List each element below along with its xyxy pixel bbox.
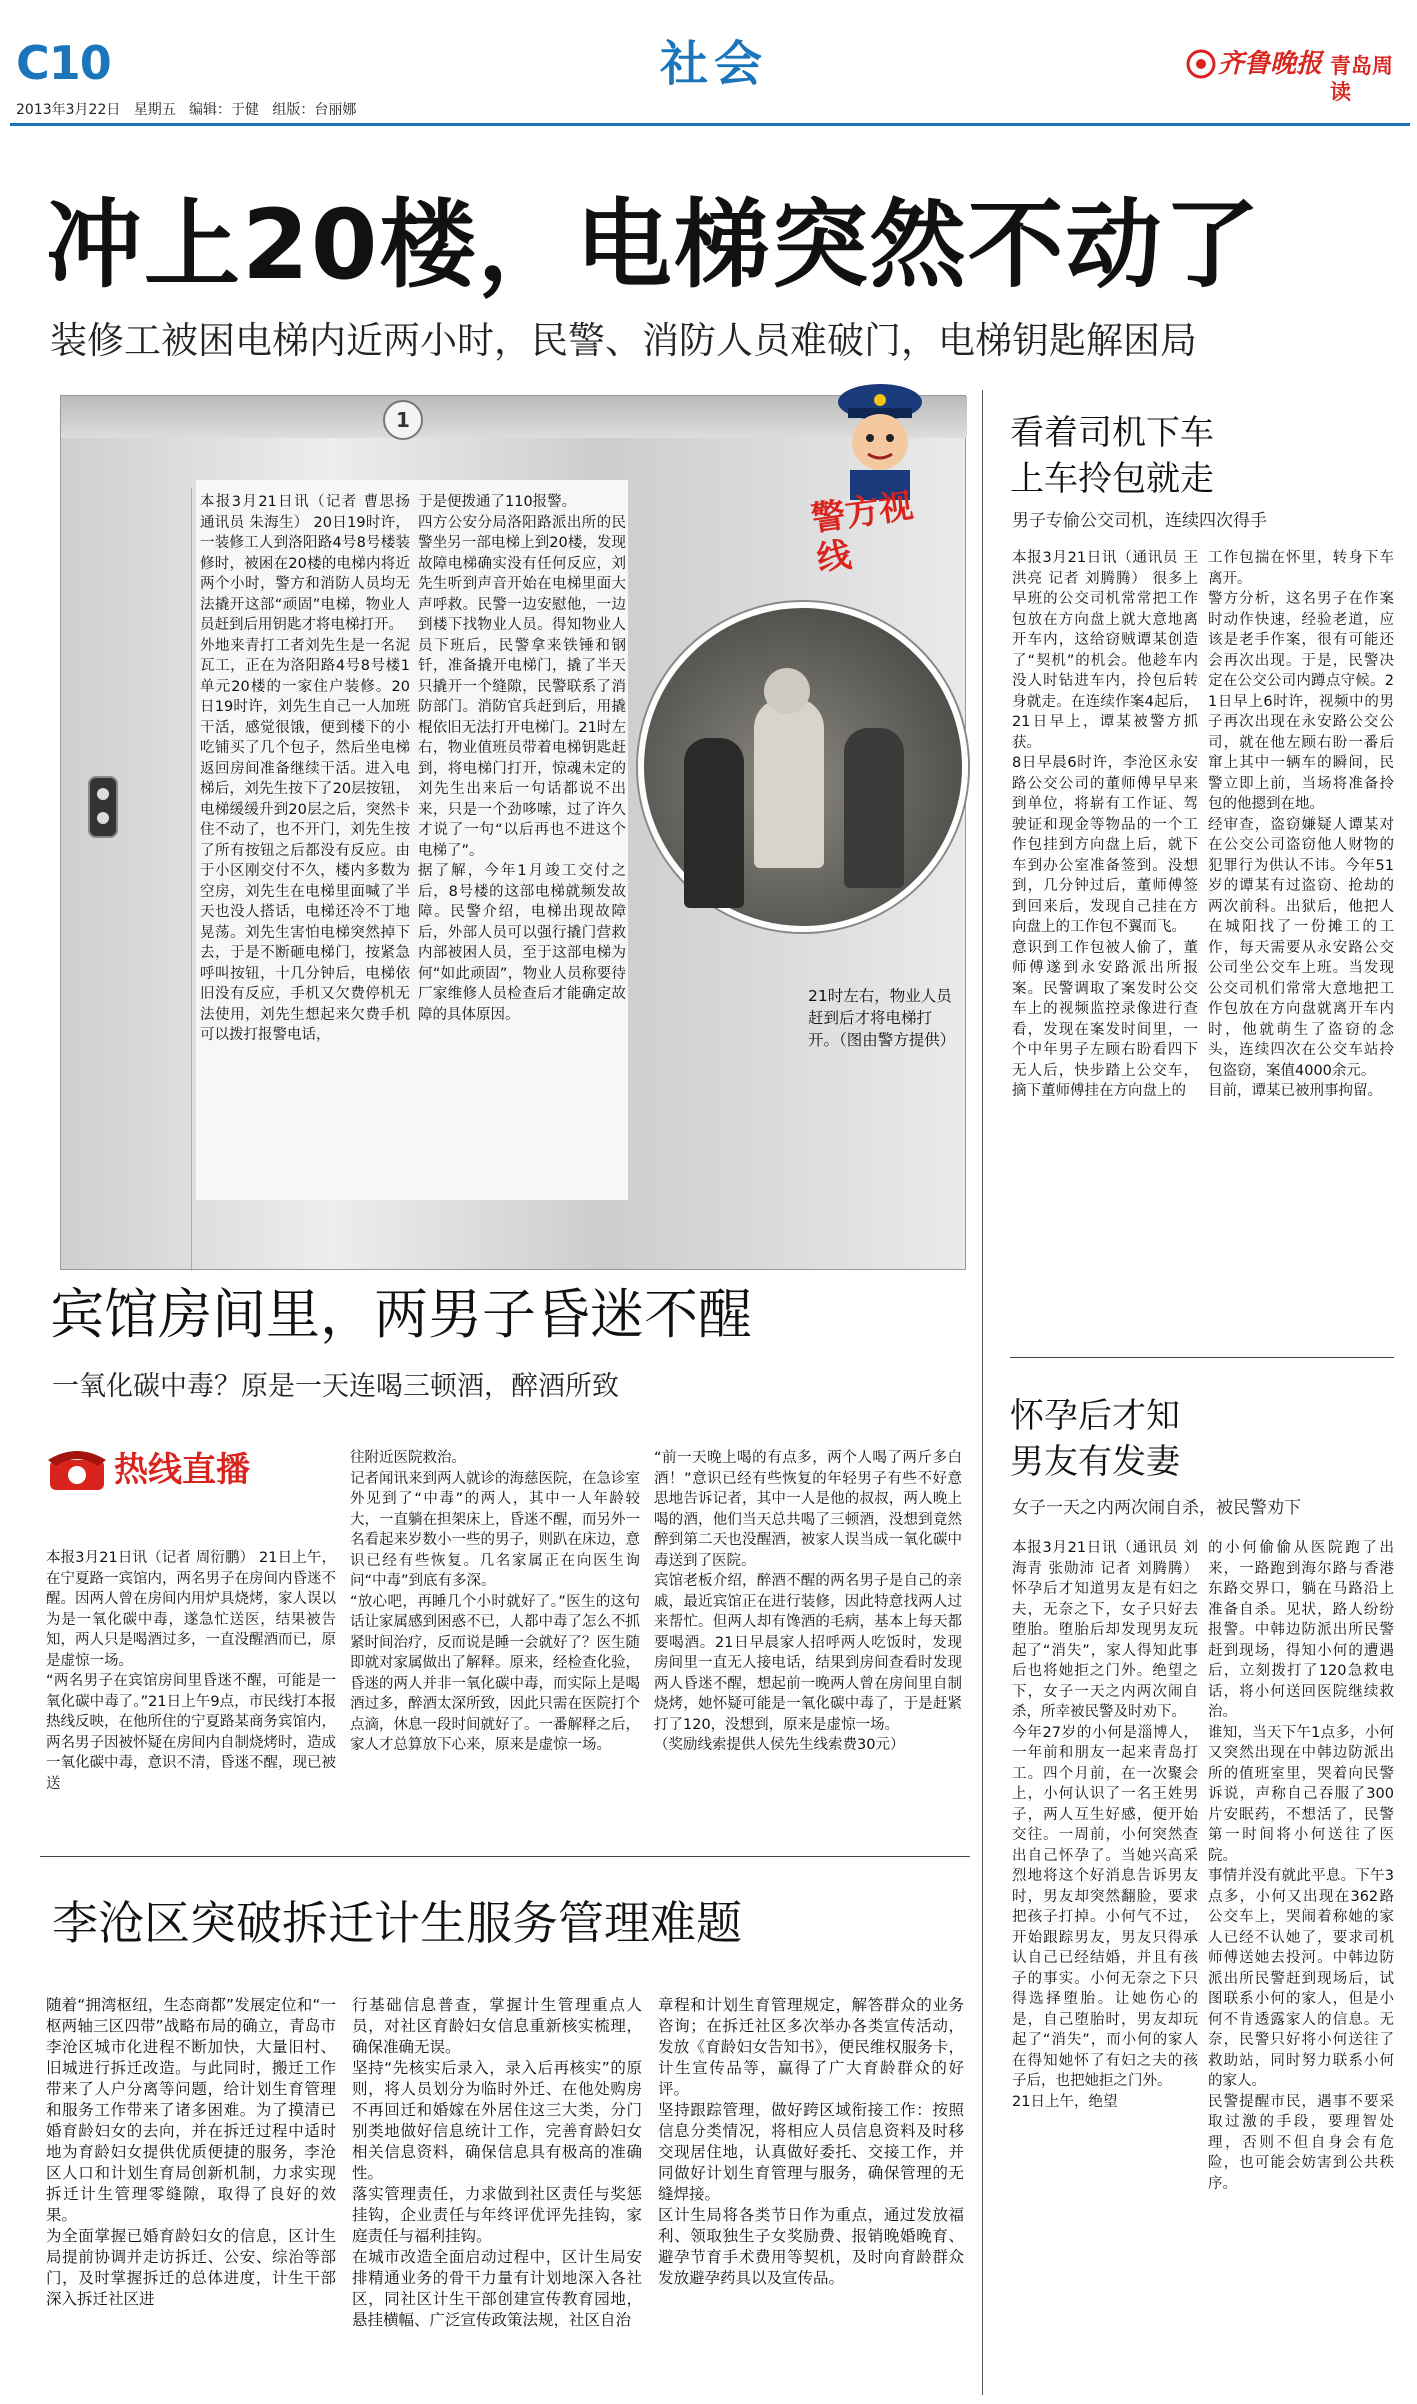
main-subhead: 装修工被困电梯内近两小时，民警、消防人员难破门，电梯钥匙解困局 [50, 319, 1197, 362]
police-badge [810, 380, 950, 580]
story2-col-2: 往附近医院救治。 记者闻讯来到两人就诊的海慈医院，在急诊室外见到了“中毒”的两人，其中一人年龄较大，一直躺在担架床上，昏迷不醒，而另外一名看起来岁数小一些的男子，则趴在床边，意识已经有些恢复。几名家属正在向医生询问“中毒”到底有多深。 “放心吧，再睡几个小时就好了。”医生的这句话让家属感到困惑不已，人都中毒了怎么不抓紧时间治疗，反而说是睡一会就好了？医生随即就对家属做出了解释。原来，经检查化验，昏迷的两人并非一氧化碳中毒，而实际上是喝酒过多，醉酒太深所致，因此只需在医院打个点滴，休息一段时间就好了。一番解释之后，家人才总算放下心来，原来是虚惊一场。 [350, 1450, 640, 1753]
police-officer-icon [820, 380, 940, 500]
photo-caption: 21时左右，物业人员赶到后才将电梯打开。（图由警方提供） [808, 987, 956, 1049]
elevator-call-button-icon [88, 776, 118, 838]
story2-headline: 宾馆房间里，两男子昏迷不醒 [50, 1283, 752, 1346]
hotline-logo [46, 1440, 346, 1500]
brand-logo [1186, 44, 1406, 104]
paper-name: 齐鲁晚报 [1218, 49, 1323, 79]
story3-rule [40, 1856, 970, 1857]
story3-col-2: 行基础信息普查，掌握计生管理重点人员，对社区育龄妇女信息重新核实梳理，确保准确无误。 坚持“先核实后录入，录入后再核实”的原则，将人员划分为临时外迁、在他处购房不再回迁和婚嫁在外居住这三大类，分门别类地做好信息统计工作，完善育龄妇女相关信息资料，确保信息具有极高的准确性。 落实管理责任，力求做到社区责任与奖惩挂钩，企业责任与年终评优评先挂钩，家庭责任与福利挂钩。 在城市改造全面启动过程中，区计生局安排精通业务的骨干力量有计划地深入各社区，同社区计生干部创建宣传教育园地，悬挂横幅、广泛宣传政策法规，社区自治 [352, 1996, 642, 2329]
story2-subhead: 一氧化碳中毒？原是一天连喝三顿酒，醉酒所致 [52, 1371, 619, 1402]
date-line: 2013年3月22日 星期五 编辑：于健 组版：台丽娜 [16, 102, 357, 118]
header-rule [10, 123, 1410, 126]
page-header [0, 0, 1417, 120]
side1-col-2: 工作包揣在怀里，转身下车离开。 警方分析，这名男子在作案时动作快速，经验老道，应该是老手作案，很有可能还会再次出现。于是，民警决定在公交公司内蹲点守候。21日早上6时许，视频中的男子再次出现在永安路公交公司，就在他左顾右盼一番后窜上其中一辆车的瞬间，民警立即上前，当场将准备拎包的他摁到在地。 经审查，盗窃嫌疑人谭某对在公交公司盗窃他人财物的犯罪行为供认不讳。今年51岁的谭某有过盗窃、抢劫的两次前科。出狱后，他把人在城阳找了一份摊工的工作，每天需要从永安路公交公司坐公交车上班。当发现公交司机们常常大意地把工作包放在方向盘就离开车内时，他就萌生了盗窃的念头，连续四次在公交车站拎包盗窃，案值4000余元。 目前，谭某已被刑事拘留。 [1208, 550, 1394, 1099]
main-col-1: 本报3月21日讯（记者 曹思扬 通讯员 朱海生） 20日19时许，一装修工人到洛阳路4号8号楼装修时，被困在20楼的电梯内将近两个小时，警方和消防人员均无法撬开这部“顽固”电梯，物业人员赶到后用钥匙才将电梯打开。 外地来青打工者刘先生是一名泥瓦工，正在为洛阳路4号8号楼1单元20楼的一家住户装修。20日19时许，刘先生自己一人加班干活，感觉很饿，便到楼下的小吃铺买了几个包子，然后坐电梯返回房间准备继续干活。进入电梯后，刘先生按下了20层按钮，电梯缓缓升到20层之后，突然卡住不动了，也不开门，刘先生按了所有按钮之后都没有反应。由于小区刚交付不久，楼内多数为空房，刘先生在电梯里面喊了半天也没人搭话，电梯还冷不丁地晃荡。刘先生害怕电梯突然掉下去，于是不断砸电梯门，按紧急呼叫按钮，十几分钟后，电梯依旧没有反应，手机又欠费停机无法使用，刘先生想起来欠费手机可以拨打报警电话， [200, 494, 410, 1043]
page-number: C10 [16, 36, 111, 90]
story3-col-3: 章程和计划生育管理规定，解答群众的业务咨询；在拆迁社区多次举办各类宣传活动，发放《育龄妇女告知书》，便民维权服务卡，计生宣传品等，赢得了广大育龄群众的好评。 坚持跟踪管理，做好跨区域衔接工作：按照信息分类情况，将相应人员信息资料及时移交现居住地，认真做好委托、交接工作，并同做好计划生育管理与服务，确保管理的无缝焊接。 区计生局将各类节日作为重点，通过发放福利、领取独生子女奖励费、报销晚婚晚育、避孕节育手术费用等契机，及时向育龄群众发放避孕药具以及宣传品。 [658, 1996, 964, 2287]
story3-headline: 李沧区突破拆迁计生服务管理难题 [52, 1896, 742, 1950]
edition-name: 青岛周读 [1330, 54, 1393, 104]
side-divider [1010, 1357, 1394, 1358]
story2-col-1: 本报3月21日讯（记者 周衍鹏） 21日上午，在宁夏路一宾馆内，两名男子在房间内昏迷不醒。因两人曾在房间内用炉具烧烤，家人误以为是一氧化碳中毒，遂急忙送医，结果被告知，两人只是喝酒过多，一直没醒酒而已，原是虚惊一场。 “两名男子在宾馆房间里昏迷不醒，可能是一氧化碳中毒了。”21日上午9点，市民线打本报热线反映，在他所住的宁夏路某商务宾馆内，两名男子因被怀疑在房间内自制烧烤时，造成一氧化碳中毒，意识不清，昏迷不醒，现已被送 [46, 1550, 336, 1792]
story2-col-3: “前一天晚上喝的有点多，两个人喝了两斤多白酒！”意识已经有些恢复的年轻男子有些不好意思地告诉记者，其中一人是他的叔叔，两人晚上喝的酒，他们当天总共喝了三顿酒，没想到竟然醉到第二天也没醒酒，被家人误当成一氧化碳中毒送到了医院。 宾馆老板介绍，醉酒不醒的两名男子是自己的亲戚，最近宾馆正在进行装修，因此特意找两人过来帮忙。但两人却有馋酒的毛病，基本上每天都要喝酒。21日早晨家人招呼两人吃饭时，发现房间里一直无人接电话，结果到房间查看时发现两人昏迷不醒，想起前一晚两人曾在房间里自制烧烤，她怀疑可能是一氧化碳中毒了，于是赶紧打了120，没想到，原来是虚惊一场。 （奖励线索提供人侯先生线索费30元） [654, 1450, 962, 1753]
side2-col-1: 本报3月21日讯（通讯员 刘海青 张勋沛 记者 刘腾腾） 怀孕后才知道男友是有妇之夫，无奈之下，女子只好去堕胎。堕胎后却发现男友玩起了“消失”，家人得知此事后也将她拒之门外。绝望之下，女子一天之内两次闹自杀，所幸被民警及时劝下。 今年27岁的小何是淄博人，一年前和朋友一起来青岛打工。四个月前，在一次聚会上，小何认识了一名王姓男子，两人互生好感，便开始交往。一周前，小何突然查出自己怀孕了。当她兴高采烈地将这个好消息告诉男友时，男友却突然翻脸，要求把孩子打掉。小何气不过，开始跟踪男友，男友只得承认自己已经结婚，并且有孩子的事实。小何无奈之下只得选择堕胎。让她伤心的是，自己堕胎时，男友却玩起了“消失”，而小何的家人在得知她怀了有妇之夫的孩子后，也把她拒之门外。 21日上午，绝望 [1012, 1540, 1198, 2110]
side2-col-2: 的小何偷偷从医院跑了出来，一路跑到海尔路与香港东路交界口，躺在马路沿上准备自杀。见状，路人纷纷报警。中韩边防派出所民警赶到现场，得知小何的遭遇后，立刻拨打了120急救电话，将小何送回医院继续救治。 谁知，当天下午1点多，小何又突然出现在中韩边防派出所的值班室里，哭着向民警诉说，声称自己吞服了300片安眠药，不想活了，民警第一时间将小何送往了医院。 事情并没有就此平息。下午3点多，小何又出现在362路公交车上，哭闹着称她的家人已经不认她了，要求司机师傅送她去投河。中韩边防派出所民警赶到现场后，试图联系小何的家人，但是小何不肯透露家人的信息。无奈，民警只好将小何送往了救助站，同时努力联系小何的家人。 民警提醒市民，遇事不要采取过激的手段，要理智处理，否则不但自身会有危险，也可能会妨害到公共秩序。 [1208, 1540, 1394, 2192]
main-headline: 冲上20楼，电梯突然不动了 [46, 189, 1262, 301]
side2-deck: 女子一天之内两次闹自杀，被民警劝下 [1012, 1498, 1301, 1518]
telephone-icon [46, 1446, 108, 1492]
sidebar-divider [982, 390, 983, 2395]
elevator-floor-indicator: 1 [383, 400, 423, 440]
side2-title: 怀孕后才知 男友有发妻 [1010, 1396, 1180, 1482]
section-title: 社会 [660, 36, 769, 92]
main-col-2: 于是便拨通了110报警。 四方公安分局洛阳路派出所的民警坐另一部电梯上到20楼，发现故障电梯确实没有任何反应，刘先生听到声音开始在电梯里面大声呼救。民警一边安慰他，一边到楼下找物业人员。得知物业人员下班后，民警拿来铁锤和钢钎，准备撬开电梯门，撬了半天只撬开一个缝隙，民警联系了消防部门。消防官兵赶到后，用撬棍依旧无法打开电梯门。21时左右，物业值班员带着电梯钥匙赶到，将电梯门打开，惊魂未定的刘先生出来后一句话都说不出来，只是一个劲哆嗦，过了许久才说了一句“以后再也不进这个电梯了”。 据了解，今年1月竣工交付之后，8号楼的这部电梯就频发故障。民警介绍，电梯出现故障后，外部人员可以强行撬门营救内部被困人员，至于这部电梯为何“如此顽固”，物业人员称要待厂家维修人员检查后才能确定故障的具体原因。 [418, 494, 626, 1023]
side1-deck: 男子专偷公交司机，连续四次得手 [1012, 511, 1267, 531]
side1-col-1: 本报3月21日讯（通讯员 王洪亮 记者 刘腾腾） 很多上早班的公交司机常常把工作包放在方向盘上就大意地离开车内，这给窃贼谭某创造了“契机”的机会。他趁车内没人时钻进车内，拎包后转身就走。在连续作案4起后，21日早上，谭某被警方抓获。 8日早晨6时许，李沧区永安路公交公司的董师傅早早来到单位，将崭有工作证、驾驶证和现金等物品的一个工作包挂到方向盘上后，就下车到办公室准备签到。没想到，几分钟过后，董师傅签到回来后，发现自己挂在方向盘上的工作包不翼而飞。 意识到工作包被人偷了，董师傅遂到永安路派出所报案。民警调取了案发时公交车上的视频监控录像进行查看，发现在案发时间里，一个中年男子左顾右盼看四下无人后，快步踏上公交车，摘下董师傅挂在方向盘上的 [1012, 550, 1198, 1099]
side1-title: 看着司机下车 上车拎包就走 [1010, 413, 1214, 499]
badge-label: 警方视线 [808, 485, 916, 580]
sun-logo-icon [1186, 49, 1216, 79]
cctv-photo [638, 602, 968, 932]
story3-col-1: 随着“拥湾枢纽，生态商都”发展定位和“一枢两轴三区四带”战略布局的确立，青岛市李沧区城市化进程不断加快，大量旧村、旧城进行拆迁改造。与此同时，搬迁工作带来了人户分离等问题，给计划生育管理和服务工作带来了诸多困难。为了摸清已婚育龄妇女的去向，并在拆迁过程中适时地为育龄妇女提供优质便捷的服务，李沧区人口和计划生育局创新机制，力求实现拆迁计生管理零缝隙，取得了良好的效果。 为全面掌握已婚育龄妇女的信息，区计生局提前协调并走访拆迁、公安、综治等部门，及时掌握拆迁的总体进度，计生干部深入拆迁社区进 [46, 1996, 336, 2308]
hotline-label: 热线直播 [114, 1450, 250, 1490]
